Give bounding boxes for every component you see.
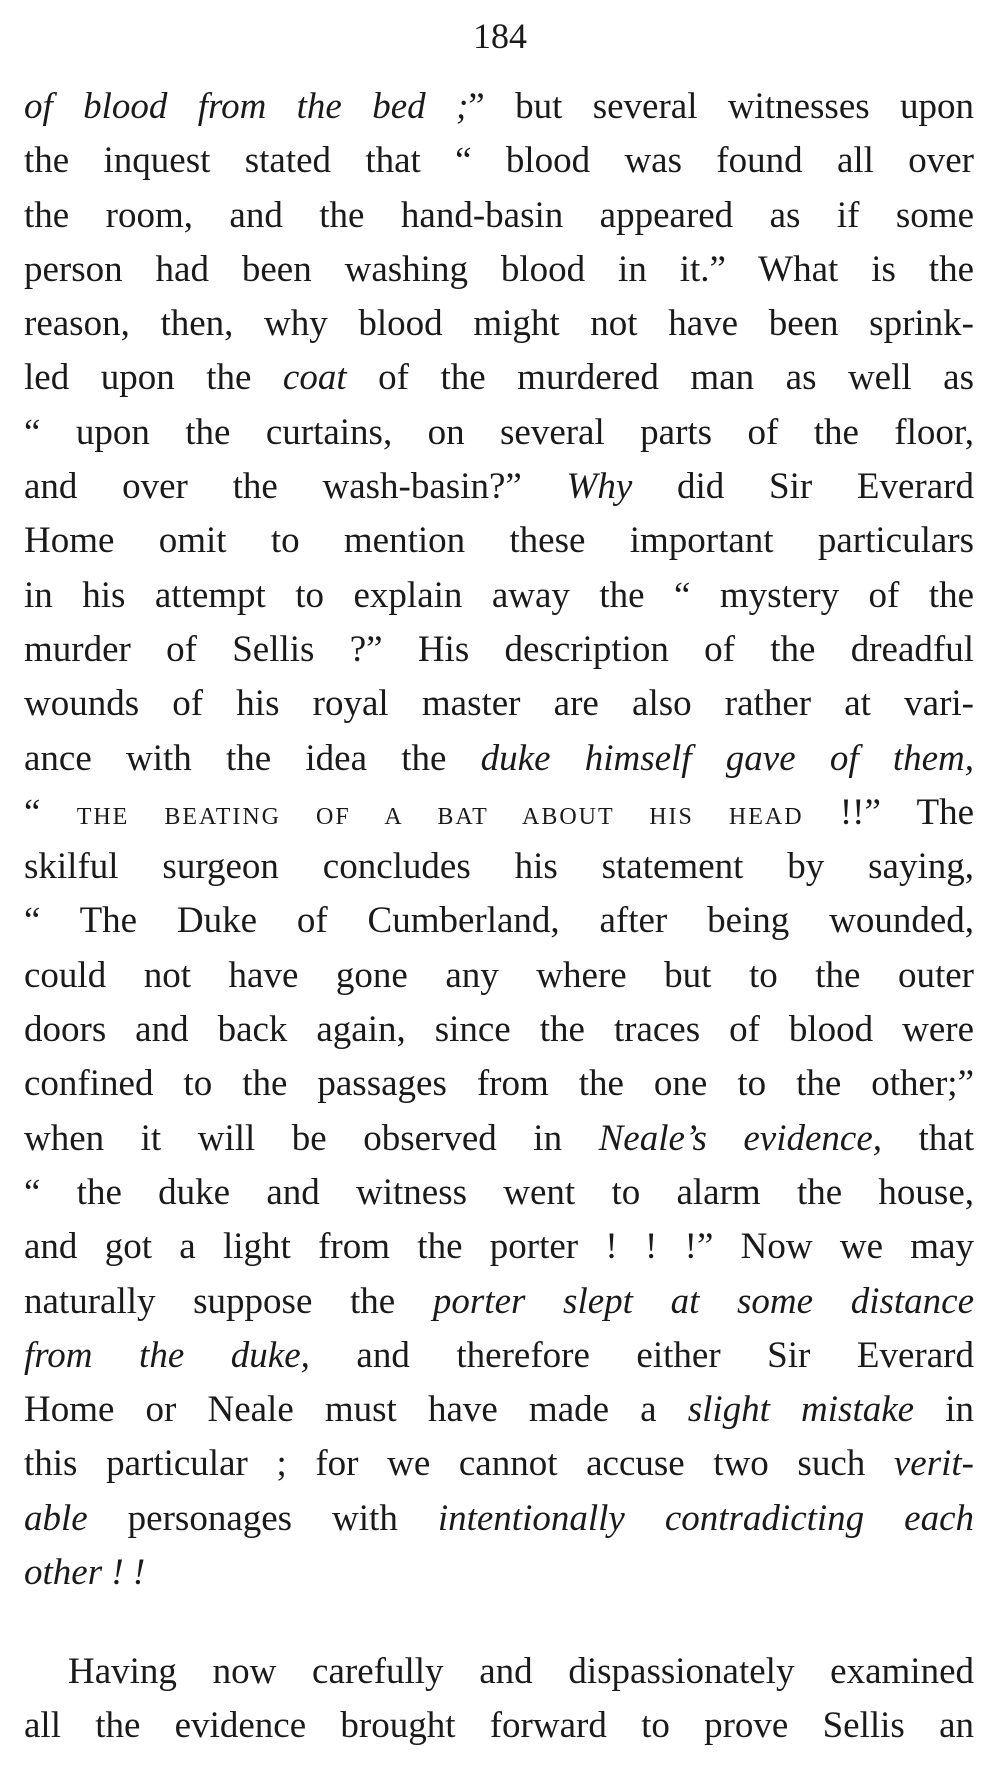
text-run: Having now carefully and dispassionately examined [68, 1651, 974, 1692]
italic-text: slight mistake [687, 1389, 915, 1431]
text-run: Home omit to mention these important particulars [24, 520, 974, 562]
text-line [24, 1166, 974, 1220]
text-run: reason, then, why blood might not have been sprink- [24, 303, 974, 345]
text-line [24, 1003, 974, 1057]
text-line [24, 460, 974, 514]
text-line [24, 1437, 974, 1491]
paragraph-1 [24, 80, 974, 1600]
text-run: “ the duke and witness went to alarm the house, [24, 1171, 974, 1213]
italic-text: verit- [893, 1443, 974, 1485]
italic-text: Why [566, 466, 633, 508]
italic-text: of blood from the bed ; [24, 86, 469, 127]
text-line [24, 514, 974, 568]
text-line [24, 1275, 974, 1329]
text-run: and therefore either Sir Everard [309, 1334, 974, 1376]
italic-text: other ! ! [24, 1552, 146, 1594]
text-run: that [882, 1117, 974, 1159]
italic-text: coat [282, 357, 347, 399]
text-line [24, 80, 974, 134]
italic-text: duke himself gave of them, [480, 737, 975, 779]
text-line [24, 677, 974, 731]
text-line [24, 1546, 974, 1600]
text-run: person had been washing blood in it.” What is the [24, 248, 974, 290]
text-line [24, 1645, 974, 1699]
text-run: the inquest stated that “ blood was found all over [24, 140, 974, 182]
text-run: wounds of his royal master are also rather at vari- [24, 683, 974, 725]
text-run: ance with the idea the [24, 737, 481, 779]
text-line [24, 1220, 974, 1274]
text-run: in his attempt to explain away the “ mystery of the [24, 574, 974, 616]
italic-text: intentionally contradicting each [437, 1497, 974, 1539]
text-run: “ The Duke of Cumberland, after being wounded, [24, 900, 974, 942]
text-line [24, 623, 974, 677]
italic-text: from the duke, [24, 1334, 310, 1376]
text-line [24, 894, 974, 948]
text-line [24, 949, 974, 1003]
italic-text: porter slept at some distance [432, 1280, 974, 1322]
text-run: murder of Sellis ?” His description of the dreadful [24, 628, 974, 670]
text-run: confined to the passages from the one to the other;” [24, 1063, 974, 1105]
text-line [24, 189, 974, 243]
text-run: could not have gone any where but to the outer [24, 954, 974, 996]
small-caps-text: THE BEATING OF A BAT ABOUT HIS HEAD [76, 803, 804, 830]
text-line [24, 1492, 974, 1546]
text-line [24, 134, 974, 188]
text-run: and over the wash-basin?” [24, 466, 567, 508]
text-line [24, 1329, 974, 1383]
text-run: !!” The [803, 791, 974, 833]
text-line [24, 569, 974, 623]
text-run: “ [24, 791, 77, 833]
text-line [24, 1699, 974, 1753]
text-line [24, 1112, 974, 1166]
text-run: personages with [87, 1497, 438, 1539]
text-run: skilful surgeon concludes his statement by saying, [24, 846, 974, 888]
text-line [24, 351, 974, 405]
text-run: of the murdered man as well as [346, 357, 974, 399]
text-run: led upon the [24, 357, 283, 399]
text-run: ” but several witnesses upon [468, 86, 974, 127]
text-line [24, 406, 974, 460]
page-number: 184 [473, 16, 527, 56]
text-run: the room, and the hand-basin appeared as if some [24, 194, 974, 236]
text-line [24, 1383, 974, 1437]
text-line [24, 243, 974, 297]
text-line [24, 732, 974, 786]
text-line [24, 840, 974, 894]
text-line [24, 786, 974, 840]
italic-text: able [24, 1497, 88, 1539]
text-run: doors and back again, since the traces of blood were [24, 1009, 974, 1051]
italic-text: Neale’s evidence, [598, 1117, 882, 1159]
text-line [24, 297, 974, 351]
text-run: naturally suppose the [24, 1280, 433, 1322]
text-run: all the evidence brought forward to prove Sellis an [24, 1705, 974, 1747]
text-run: in [914, 1389, 974, 1431]
text-run: did Sir Everard [632, 466, 974, 508]
text-run: when it will be observed in [24, 1117, 599, 1159]
text-line [24, 1057, 974, 1111]
text-run: “ upon the curtains, on several parts of the floor, [24, 411, 974, 453]
text-run: Home or Neale must have made a [24, 1389, 688, 1431]
paragraph-2 [24, 1645, 974, 1754]
text-run: and got a light from the porter ! ! !” Now we may [24, 1226, 974, 1268]
text-run: this particular ; for we cannot accuse two such [24, 1443, 894, 1485]
